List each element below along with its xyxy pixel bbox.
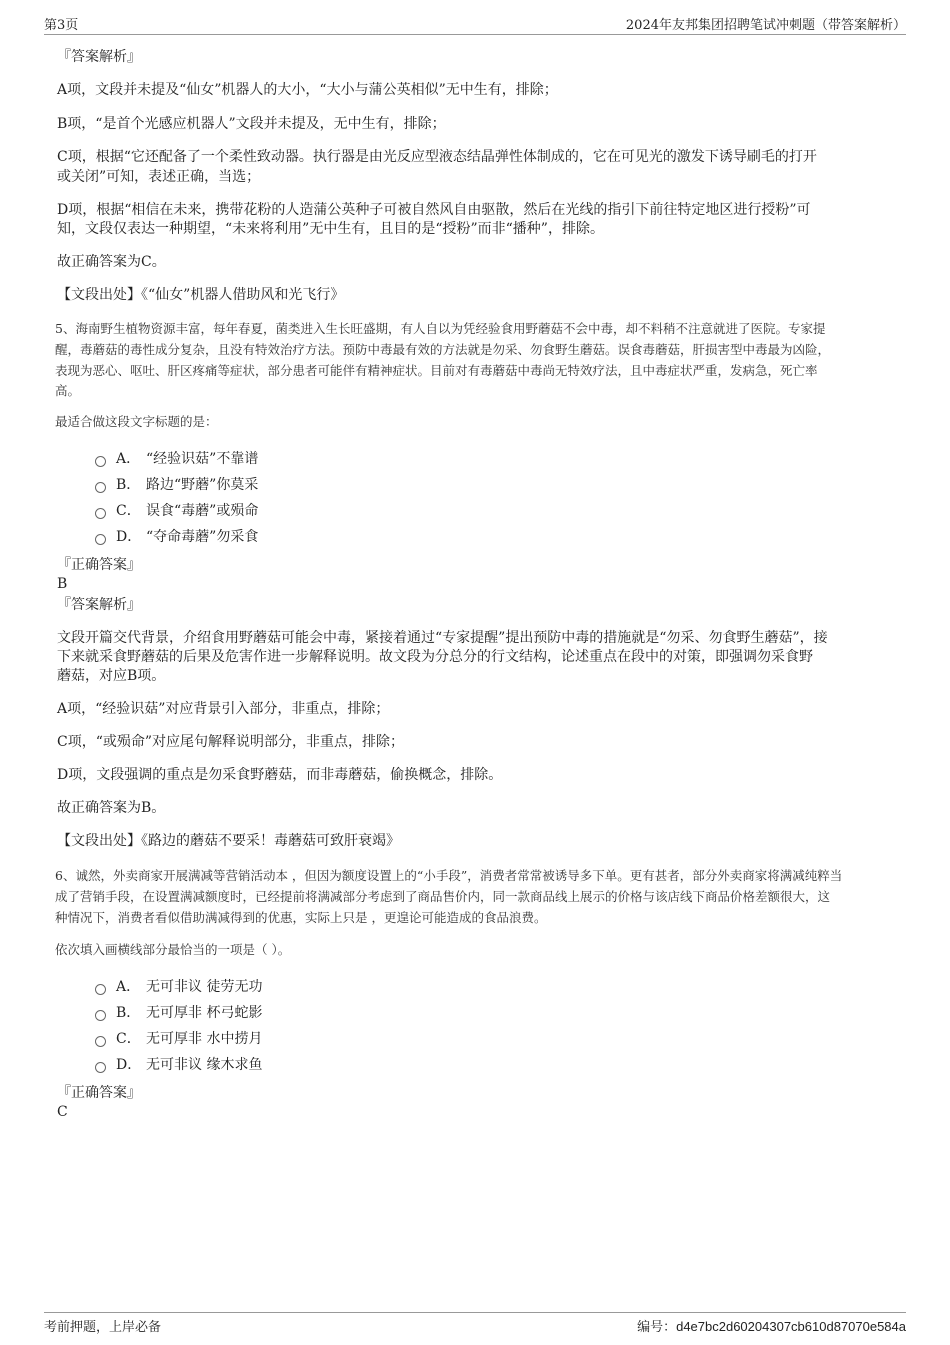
q5-analysis-line: 文段开篇交代背景，介绍食用野蘑菇可能会中毒，紧接着通过“专家提醒”提出预防中毒的措施就是“勿采、勿食野生蘑菇”，接 (57, 630, 828, 646)
radio-icon[interactable] (95, 984, 106, 995)
q5-correct-answer: B (57, 576, 68, 592)
q5-option-a[interactable]: A． “经验识菇”不靠谱 (95, 448, 258, 470)
q4-analysis-line: 或关闭”可知，表述正确，当选； (57, 169, 261, 185)
radio-icon[interactable] (95, 482, 106, 493)
q4-analysis-line: B项，“是首个光感应机器人”文段并未提及，无中生有，排除； (57, 116, 446, 132)
radio-icon[interactable] (95, 1010, 106, 1021)
page-footer (44, 1312, 906, 1335)
page-number: 第3页 (44, 18, 79, 33)
q5-text-line: 表现为恶心、呕吐、肝区疼痛等症状，部分患者可能伴有精神症状。目前对有毒蘑菇中毒尚无特效疗法，且中毒症状严重，发病急，死亡率 (55, 363, 818, 378)
q6-prompt: 依次填入画横线部分最恰当的一项是（ ）。 (55, 942, 291, 957)
q6-option-c[interactable]: C． 无可厚非 水中捞月 (95, 1028, 262, 1050)
q5-text-line: 高。 (55, 383, 81, 398)
q6-option-a[interactable]: A． 无可非议 徒劳无功 (95, 976, 262, 998)
q5-source: 【文段出处】《路边的蘑菇不要采！毒蘑菇可致肝衰竭》 (57, 833, 400, 849)
q5-prompt: 最适合做这段文字标题的是： (55, 414, 218, 429)
radio-icon[interactable] (95, 1036, 106, 1047)
q4-analysis-line: 知，文段仅表达一种期望，“未来将利用”无中生有，且目的是“授粉”而非“播种”，排除。 (57, 221, 604, 237)
q5-option-c[interactable]: C． 误食“毒蘑”或殒命 (95, 500, 258, 522)
radio-icon[interactable] (95, 508, 106, 519)
radio-icon[interactable] (95, 1062, 106, 1073)
q5-analysis-line: A项，“经验识菇”对应背景引入部分，非重点，排除； (57, 701, 390, 717)
footer-slogan: 考前押题，上岸必备 (44, 1320, 162, 1335)
q5-analysis-label: 『答案解析』 (57, 597, 141, 613)
document-title: 2024年友邦集团招聘笔试冲刺题（带答案解析） (625, 18, 906, 33)
q5-option-d[interactable]: D． “夺命毒蘑”勿采食 (95, 526, 258, 548)
q6-correct-label: 『正确答案』 (57, 1085, 141, 1101)
q5-option-b[interactable]: B． 路边“野蘑”你莫采 (95, 474, 258, 496)
q6-text-line: 6、诚然，外卖商家开展满减等营销活动本 ，但因为额度设置上的“小手段”，消费者常常被诱导多下单。更有甚者，部分外卖商家将满减纯粹当 (55, 868, 843, 883)
radio-icon[interactable] (95, 456, 106, 467)
q4-source: 【文段出处】《“仙女”机器人借助风和光飞行》 (57, 287, 345, 303)
q5-conclusion: 故正确答案为B。 (57, 800, 166, 816)
q4-conclusion: 故正确答案为C。 (57, 254, 166, 270)
q6-option-b[interactable]: B． 无可厚非 杯弓蛇影 (95, 1002, 262, 1024)
q5-analysis-line: C项，“或殒命”对应尾句解释说明部分，非重点，排除； (57, 734, 405, 750)
q6-text-line: 成了营销手段，在设置满减额度时，已经提前将满减部分考虑到了商品售价内，同一款商品线上展示的价格与该店线下商品价格差额很大，这 (55, 889, 831, 904)
q4-analysis-label: 『答案解析』 (57, 49, 141, 65)
q4-analysis-line: D项，根据“相信在未来，携带花粉的人造蒲公英种子可被自然风自由驱散，然后在光线的指引下前往特定地区进行授粉”可 (57, 202, 811, 218)
document-code: 编号：d4e7bc2d60204307cb610d87070e584a (637, 1319, 906, 1335)
q6-correct-answer: C (57, 1104, 68, 1120)
q4-analysis-line: C项，根据“它还配备了一个柔性致动器。执行器是由光反应型液态结晶弹性体制成的，它在可见光的激发下诱导刷毛的打开 (57, 149, 817, 165)
q5-analysis-line: D项，文段强调的重点是勿采食野蘑菇，而非毒蘑菇，偷换概念，排除。 (57, 767, 503, 783)
radio-icon[interactable] (95, 534, 106, 545)
q6-text-line: 种情况下，消费者看似借助满减得到的优惠，实际上只是 ，更遑论可能造成的食品浪费。 (55, 910, 547, 925)
q5-text-line: 5、海南野生植物资源丰富，每年春夏，菌类进入生长旺盛期，有人自以为凭经验食用野蘑菇不会中毒，却不料稍不注意就进了医院。专家提 (55, 321, 826, 336)
q6-option-d[interactable]: D． 无可非议 缘木求鱼 (95, 1054, 262, 1076)
q5-text-line: 醒，毒蘑菇的毒性成分复杂，且没有特效治疗方法。预防中毒最有效的方法就是勿采、勿食野生蘑菇。误食毒蘑菇，肝损害型中毒最为凶险， (55, 342, 831, 357)
q5-analysis-line: 下来就采食野蘑菇的后果及危害作进一步解释说明。故文段为分总分的行文结构，论述重点在段中的对策，即强调勿采食野 (57, 649, 813, 665)
q5-correct-label: 『正确答案』 (57, 557, 141, 573)
page-header (44, 14, 906, 35)
q4-analysis-line: A项，文段并未提及“仙女”机器人的大小，“大小与蒲公英相似”无中生有，排除； (57, 82, 558, 98)
q5-analysis-line: 蘑菇，对应B项。 (57, 668, 166, 684)
